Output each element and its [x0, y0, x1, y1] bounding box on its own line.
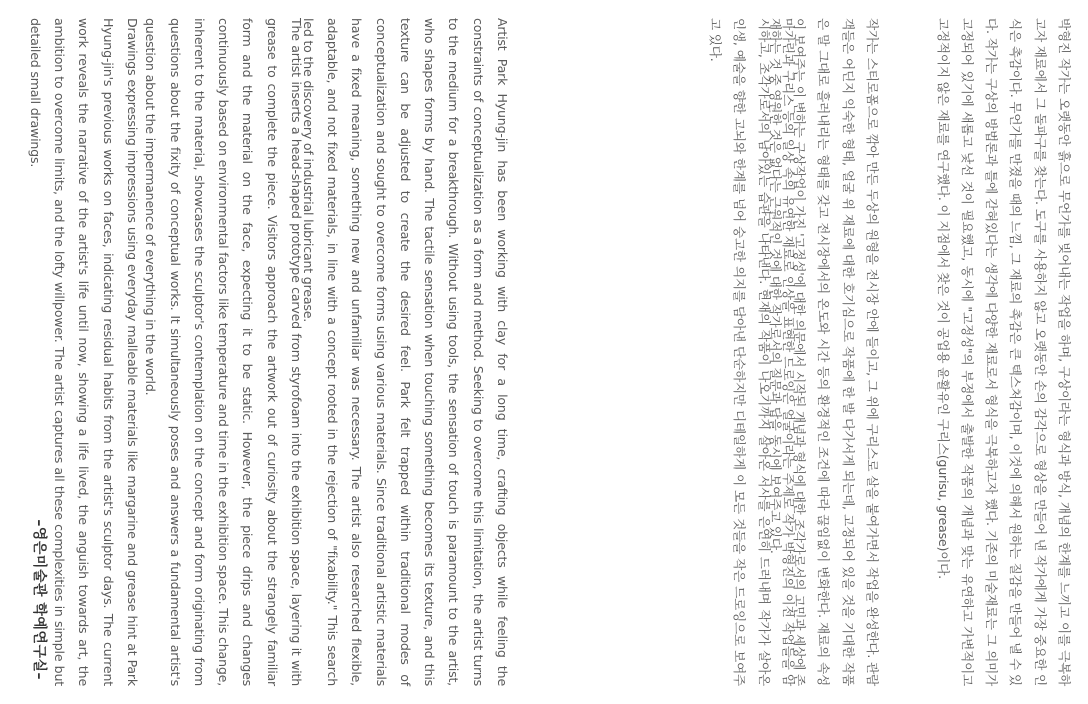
signature: –영은미술관 학예연구실–	[31, 519, 47, 680]
korean-paragraph-2: 작가는 스티로폼으로 깎아 만든 두상의 원형을 전시장 안에 들이고, 그 위에 구리스로 살을 붙여가면서 작업을 완성한다. 관람객들은 어딘지 익숙한 형태, 얼굴 위 재료에 대한 호기심으로 작품에 한 발 다가서게 되는데, 고정되어 있을 것을 기대한 작품은 말 그대로 흘러내리는 형태를 갖고 전시장에서의 온도와 시간 등의 환경적인 조건에 따라 끊임없이 변화한다. 재료의 속성이 보여주는 이 변하는 구상작업이 가진 '고정성'에 대한 의문에서 시작된 개념과 형식에 대한 조각가로서의 고민과 세상에 존재하는 것 중 영원한 것은 없다는 근원적인 것에 대한 작가로서의 질문과 답을 동시에 보여주고 있다.	[767, 18, 880, 686]
korean-paragraph-3: 마가린과 구리스 등의 일상 속의 유연한 재료로 인상을 표현한 드로잉은 얼굴이라는 주제로 작가 박형진의 이전 작업들을 암시하고, 조각가로서의 남아있는 습관을 나타낸다. 현재의 작품이 나오기까지 살아온 서사를 은연히 드러내며 작가가 살아온 인생, 예술을 향한 고뇌와 한계를 넘어 숭고한 의지를 담아낸 단순하지만 디테일하게 이 모든 것들을 작은 드로잉으로 보여주고 있다.	[708, 18, 796, 686]
english-paragraph-2: The artist inserts a head-shaped prototype carved from styrofoam into the exhibition space, layering it with grease to complete the piece. Visitors approach the artwork out of curiosity about the strangely familiar form and the material on the face, expecting it to be static. However, the piece drips and changes continuously based on environmental factors like temperature and time in the exhibition space. This change, inherent to the material, showcases the sculptor's contemplation on the concept and form originating from questions about the fixity of conceptual works. It simultaneously poses and answers a fundamental artist's question about the impermanence of everything in the world.	[143, 18, 304, 686]
english-paragraph-1: Artist Park Hyung-jin has been working with clay for a long time, crafting objects while feeling the constraints of conceptualization as a form and method. Seeking to overcome this limitation, the artist turns to the medium for a breakthrough. Without using tools, the sensation of touch is paramount to the artist, who shapes forms by hand. The tactile sensation when touching something becomes its texture, and this texture can be adjusted to create the desired feel. Park felt trapped within traditional modes of conceptualization and sought to overcome forms using various materials. Since traditional artistic materials have a fixed meaning, something new and unfamiliar was necessary. The artist also researched flexible, adaptable, and not fixed materials, in line with a concept rooted in the rejection of "fixability." This search led to the discovery of industrial lubricant grease.	[300, 18, 510, 686]
korean-paragraph-1: 박형진 작가는 오랫동안 흙으로 무언가를 빚어내는 작업을 하며, 구상이라는 형식과 방식, 개념의 한계를 느끼고 이를 극복하고자 재료에서 그 돌파구를 찾는다. 도구를 사용하지 않고 오랫동안 손의 감각으로 형상을 만들어 낸 작가에게 가장 중요한 인식은 촉감이다. 무언가를 만졌을 때의 느낌, 그 재료의 촉감은 큰 텍스처감이며, 이것에 의해서 원하는 질감을 만들어 낼 수 있다. 작가는 구상의 방법론과 틀에 갇혀있다는 생각에 다양한 재료로서 형식을 극복하고자 했다. 기존의 미술재료는 그 의미가 고정되어 있기에 새롭고 낯선 것이 필요했고, 동시에 "고정성"의 부정에서 출발한 작품의 개념과 맞는 유연하고 가변적이고 고정적이지 않은 재료를 연구했다. 이 지점에서 찾은 것이 공업용 윤활유인 구리스(gurisu, grease)이다.	[935, 18, 1072, 686]
english-paragraph-3: Drawings expressing impressions using everyday malleable materials like margarine and grease hint at Park Hyung-jin's previous works on faces, indicating residual habits from the artist's sculptor days. The current work reveals the narrative of the artist's life until now, showing a life lived, the anguish towards art, the ambition to overcome limits, and the lofty willpower. The artist captures all these complexities in simple but detailed small drawings.	[27, 18, 140, 686]
